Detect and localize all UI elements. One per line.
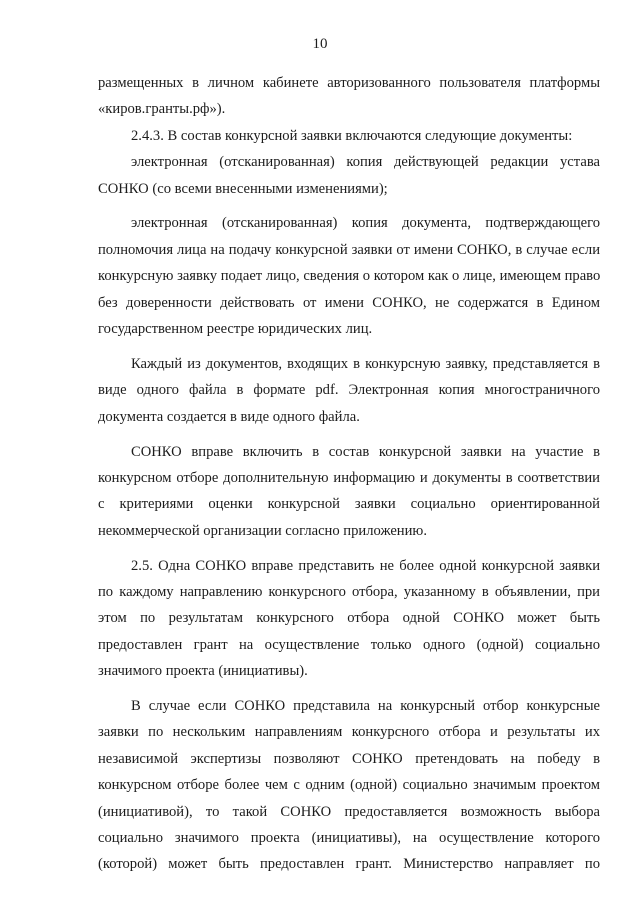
text-line: с критериями оценки конкурсной заявки социально ориентированной (98, 496, 600, 513)
text-line: конкурсном отборе дополнительную информацию и документы в соответствии (98, 469, 600, 486)
text-line: конкурсную заявку подает лицо, сведения о котором как о лице, имеющем право (98, 268, 601, 285)
text-line: электронная (отсканированная) копия документа, подтверждающего (131, 215, 600, 232)
text-line: предоставлен грант на осуществление только одного (одной) социально (98, 636, 600, 653)
page-number: 10 (312, 36, 328, 52)
text-line: независимой экспертизы позволяют СОНКО претендовать на победу в (98, 750, 600, 767)
document-body (98, 70, 600, 878)
text-line: размещенных в личном кабинете авторизованного пользователя платформы (98, 75, 600, 91)
text-line: СОНКО (со всеми внесенными изменениями); (98, 180, 388, 197)
paragraph (98, 70, 600, 123)
text-line: документа создается в виде одного файла. (98, 408, 360, 425)
text-line: этом по результатам конкурсного отбора одной СОНКО может быть (98, 610, 600, 627)
text-line: значимого проекта (инициативы). (98, 663, 308, 680)
text-line: 2.5. Одна СОНКО вправе представить не более одной конкурсной заявки (131, 557, 600, 574)
text-line: Каждый из документов, входящих в конкурсную заявку, представляется в (131, 355, 600, 372)
text-line: «киров.гранты.рф»). (98, 101, 226, 118)
text-line: без доверенности действовать от имени СОНКО, не содержатся в Едином (98, 294, 600, 311)
paragraph (98, 123, 600, 149)
paragraph (98, 439, 600, 545)
text-line: заявки по нескольким направлениям конкурсного отбора и результаты их (98, 724, 600, 741)
text-line: (инициативой), то такой СОНКО предоставляется возможность выбора (98, 803, 600, 820)
paragraph (98, 351, 600, 430)
paragraph (98, 149, 600, 202)
text-line: полномочия лица на подачу конкурсной заявки от имени СОНКО, в случае если (98, 241, 600, 258)
text-line: виде одного файла в формате pdf. Электронная копия многостраничного (98, 382, 600, 399)
text-line: электронная (отсканированная) копия действующей редакции устава (131, 154, 600, 171)
paragraph (98, 693, 600, 878)
text-line: В случае если СОНКО представила на конкурсный отбор конкурсные (131, 698, 600, 715)
text-line: социально значимого проекта (инициативы), на осуществление которого (98, 830, 600, 847)
paragraph (98, 553, 600, 685)
text-line: конкурсном отборе более чем с одним (одной) социально значимым проектом (98, 777, 600, 794)
text-line: некоммерческой организации согласно приложению. (98, 522, 427, 539)
text-line: 2.4.3. В состав конкурсной заявки включаются следующие документы: (131, 127, 573, 144)
text-line: (которой) может быть предоставлен грант. Министерство направляет по (98, 856, 600, 873)
text-line: СОНКО вправе включить в состав конкурсной заявки на участие в (131, 443, 600, 460)
paragraph (98, 210, 600, 342)
text-line: государственном реестре юридических лиц. (98, 321, 373, 338)
text-line: по каждому направлению конкурсного отбора, указанному в объявлении, при (98, 584, 600, 601)
